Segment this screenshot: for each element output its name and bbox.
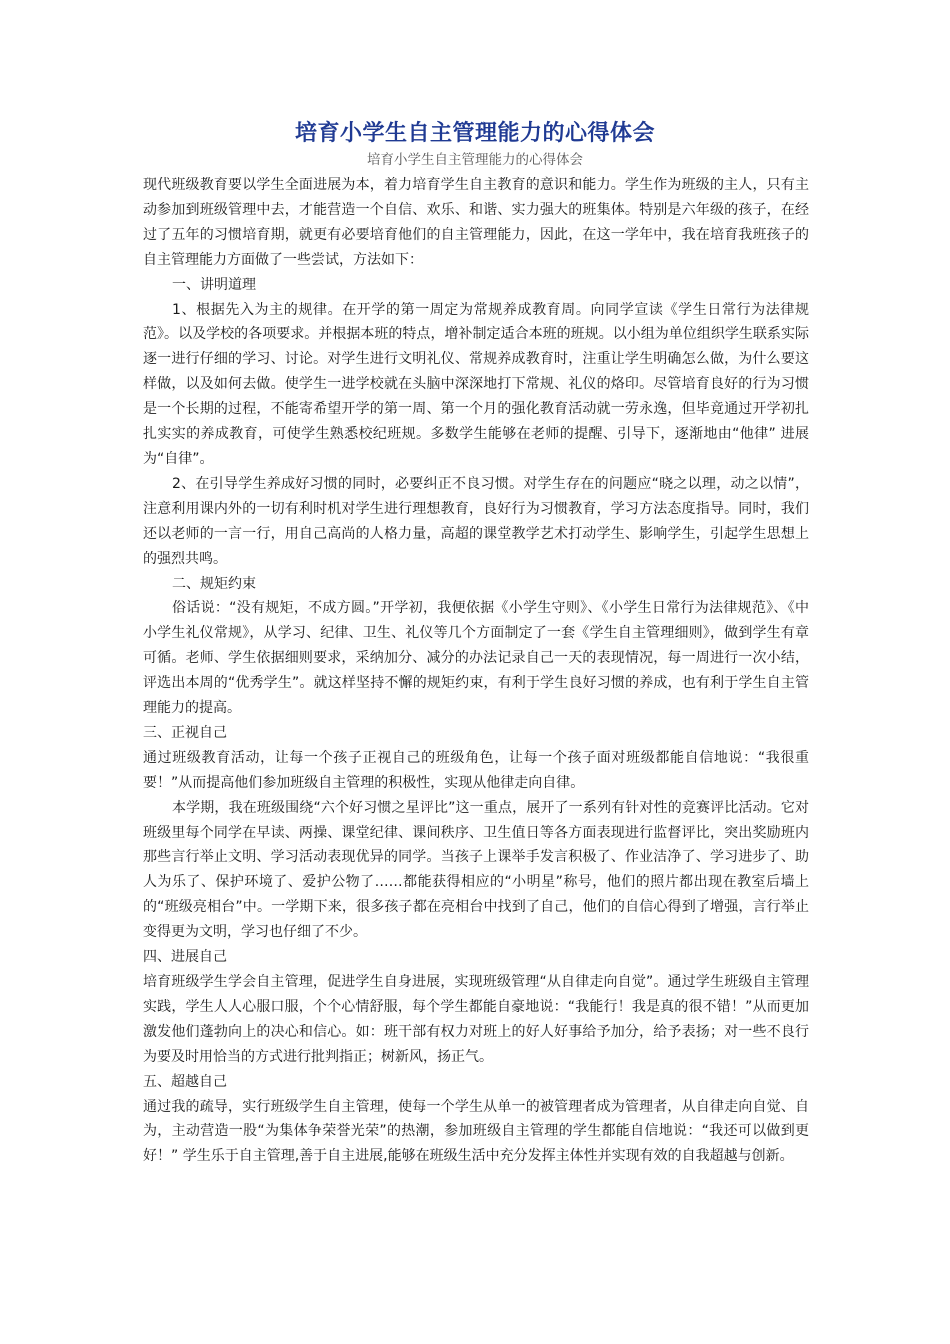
section-heading-2: 二、规矩约束 — [172, 575, 256, 592]
paragraph-intro: 现代班级教育要以学生全面进展为本，着力培育学生自主教育的意识和能力。学生作为班级的主人，只有主动参加到班级管理中去，才能营造一个自信、欢乐、和谐、实力强大的班集体。特别是六年级的孩子，在经过了五年的习惯培育期，就更有必要培育他们的自主管理能力，因此，在这一学年中，我在培育我班孩子的自主管理能力方面做了一些尝试，方法如下： — [143, 177, 809, 268]
paragraph-3-2: 本学期，我在班级围绕“六个好习惯之星评比”这一重点，展开了一系列有针对性的竞赛评比活动。它对班级里每个同学在早读、两操、课堂纪律、课间秩序、卫生值日等各方面表现进行监督评比，突出奖励班内那些言行举止文明、学习活动表现优异的同学。当孩子上课举手发言积极了、作业洁净了、学习进步了、助人为乐了、保护环境了、爱护公物了……都能获得相应的“小明星”称号，他们的照片都出现在教室后墙上的“班级亮相台”中。一学期下来，很多孩子都在亮相台中找到了自己，他们的自信心得到了增强，言行举止变得更为文明，学习也仔细了不少。 — [143, 799, 809, 941]
paragraph-5: 通过我的疏导，实行班级学生自主管理，使每一个学生从单一的被管理者成为管理者，从自律走向自觉、自为，主动营造一股“为集体争荣誉光荣”的热潮，参加班级自主管理的学生都能自信地说：“我还可以做到更好！” 学生乐于自主管理,善于自主进展,能够在班级生活中充分发挥主体性并实现有效的自我超越与创新。 — [143, 1098, 809, 1165]
section-heading-5: 五、超越自己 — [143, 1073, 227, 1090]
section-heading-4: 四、进展自己 — [143, 949, 227, 966]
document-title: 培育小学生自主管理能力的心得体会 — [294, 121, 655, 146]
paragraph-3-1: 通过班级教育活动，让每一个孩子正视自己的班级角色，让每一个孩子面对班级都能自信地说：“我很重要！”从而提高他们参加班级自主管理的积极性，实现从他律走向自律。 — [143, 749, 809, 791]
section-heading-1: 一、讲明道理 — [172, 276, 256, 293]
paragraph-1-1: 1、根据先入为主的规律。在开学的第一周定为常规养成教育周。向同学宣读《学生日常行为法律规范》。以及学校的各项要求。并根据本班的特点，增补制定适合本班的班规。以小组为单位组织学生联系实际逐一进行仔细的学习、讨论。对学生进行文明礼仪、常规养成教育时，注重让学生明确怎么做，为什么要这样做，以及如何去做。使学生一进学校就在头脑中深深地打下常规、礼仪的烙印。尽管培育良好的行为习惯是一个长期的过程，不能寄希望开学的第一周、第一个月的强化教育活动就一劳永逸，但毕竟通过开学初扎扎实实的养成教育，可使学生熟悉校纪班规。多数学生能够在老师的提醒、引导下，逐渐地由“他律” 进展为“自律”。 — [143, 301, 809, 467]
paragraph-1-2: 2、在引导学生养成好习惯的同时，必要纠正不良习惯。对学生存在的问题应“晓之以理，动之以情”，注意利用课内外的一切有利时机对学生进行理想教育，良好行为习惯教育，学习方法态度指导。同时，我们还以老师的一言一行，用自己高尚的人格力量，高超的课堂教学艺术打动学生、影响学生，引起学生思想上的强烈共鸣。 — [143, 475, 809, 567]
paragraph-2: 俗话说：“没有规矩，不成方圆。”开学初，我便依据《小学生守则》、《小学生日常行为法律规范》、《中小学生礼仪常规》，从学习、纪律、卫生、礼仪等几个方面制定了一套《学生自主管理细则》，做到学生有章可循。老师、学生依据细则要求，采纳加分、减分的办法记录自己一天的表现情况，每一周进行一次小结，评选出本周的“优秀学生”。就这样坚持不懈的规矩约束，有利于学生良好习惯的养成，也有利于学生自主管理能力的提高。 — [143, 600, 809, 717]
section-heading-3: 三、正视自己 — [143, 724, 227, 741]
document-subtitle: 培育小学生自主管理能力的心得体会 — [367, 152, 583, 168]
document-body — [143, 173, 809, 1169]
paragraph-4: 培育班级学生学会自主管理，促进学生自身进展，实现班级管理“从自律走向自觉”。通过学生班级自主管理实践，学生人人心服口服，个个心情舒服，每个学生都能自豪地说：“我能行！我是真的很不错！”从而更加激发他们蓬勃向上的决心和信心。如：班干部有权力对班上的好人好事给予加分，给予表扬；对一些不良行为要及时用恰当的方式进行批判指正；树新风，扬正气。 — [143, 974, 809, 1065]
